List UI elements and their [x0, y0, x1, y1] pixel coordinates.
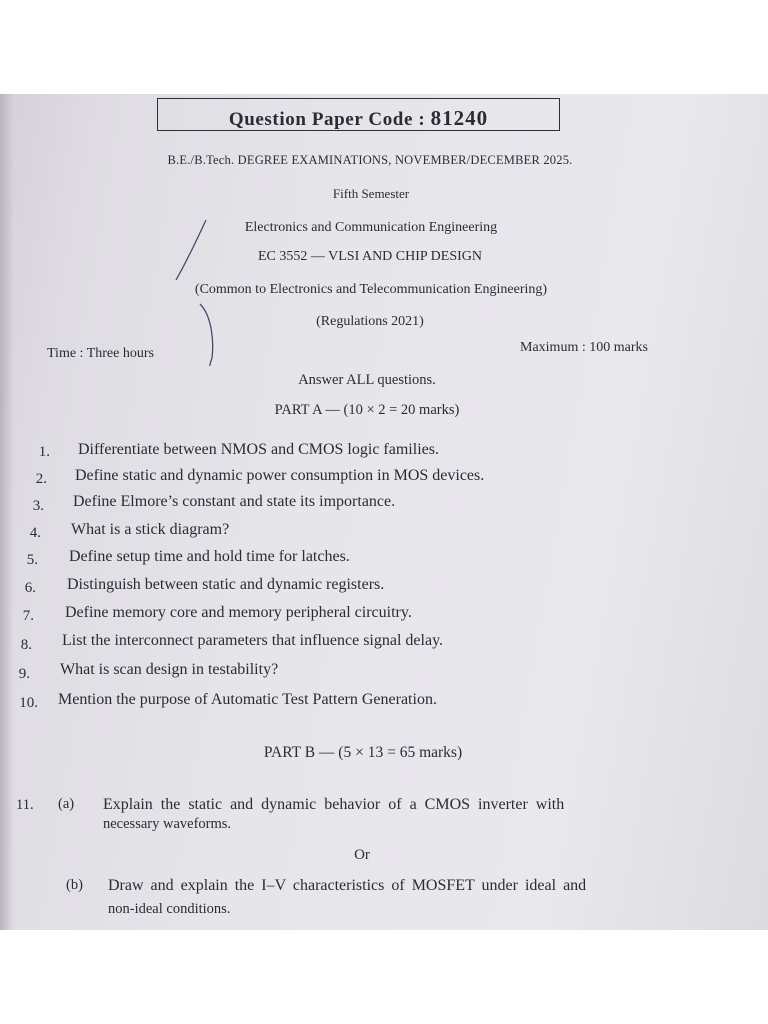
- pen-bracket-mark: [170, 216, 230, 366]
- question-text: Differentiate between NMOS and CMOS logic families.: [78, 441, 439, 458]
- semester: Fifth Semester: [332, 186, 410, 201]
- question-11b-line-2: non-ideal conditions.: [108, 901, 231, 917]
- question-11b-line-1: Draw and explain the I–V characteristics of MOSFET under ideal and: [108, 877, 587, 894]
- question-text: Mention the purpose of Automatic Test Pattern Generation.: [58, 691, 437, 708]
- question-number: 3.: [32, 498, 44, 514]
- question-text: Define memory core and memory peripheral circuitry.: [65, 604, 412, 621]
- question-number: 7.: [22, 608, 34, 624]
- option-a-label: (a): [58, 796, 75, 812]
- question-number: 4.: [29, 525, 41, 541]
- question-number: 11.: [16, 797, 34, 813]
- question-text: What is scan design in testability?: [60, 661, 279, 678]
- paper-code-number: 81240: [430, 106, 489, 130]
- question-11a-line-2: necessary waveforms.: [103, 816, 232, 832]
- department: Electronics and Communication Engineering: [244, 220, 498, 235]
- question-11a-line-1: Explain the static and dynamic behavior of a CMOS inverter with: [103, 796, 565, 813]
- question-number: 6.: [24, 580, 36, 596]
- question-text: Define Elmore’s constant and state its importance.: [73, 493, 396, 510]
- question-text: Define setup time and hold time for latches.: [69, 548, 350, 565]
- exam-title: B.E./B.Tech. DEGREE EXAMINATIONS, NOVEMBER/DECEMBER 2025.: [167, 153, 573, 167]
- paper-code: [158, 106, 559, 131]
- paper-code-box: [157, 98, 560, 131]
- question-number: 2.: [35, 471, 47, 487]
- common-to: (Common to Electronics and Telecommunication Engineering): [194, 282, 548, 297]
- page-shadow: [0, 94, 14, 930]
- or-separator: Or: [354, 847, 370, 863]
- part-a-title: PART A — (10 × 2 = 20 marks): [274, 402, 460, 418]
- question-number: 5.: [26, 552, 38, 568]
- maximum-marks: Maximum : 100 marks: [520, 340, 648, 355]
- instructions: Answer ALL questions.: [298, 372, 436, 388]
- subject: EC 3552 — VLSI AND CHIP DESIGN: [257, 249, 482, 264]
- question-text: Define static and dynamic power consumption in MOS devices.: [75, 467, 485, 484]
- question-number: 8.: [20, 637, 32, 653]
- bottom-margin: [0, 930, 768, 1024]
- question-text: List the interconnect parameters that influence signal delay.: [62, 632, 444, 649]
- paper-code-label: Question Paper Code :: [228, 109, 426, 130]
- question-text: Distinguish between static and dynamic registers.: [67, 576, 385, 593]
- question-paper: [0, 94, 768, 930]
- top-margin: [0, 0, 768, 94]
- question-number: 10.: [19, 695, 38, 711]
- option-b-label: (b): [66, 877, 83, 893]
- question-text: What is a stick diagram?: [71, 521, 230, 538]
- regulations: (Regulations 2021): [316, 314, 424, 329]
- part-b-title: PART B — (5 × 13 = 65 marks): [263, 744, 463, 761]
- question-number: 9.: [18, 666, 30, 682]
- question-number: 1.: [38, 444, 50, 460]
- duration: Time : Three hours: [47, 346, 154, 361]
